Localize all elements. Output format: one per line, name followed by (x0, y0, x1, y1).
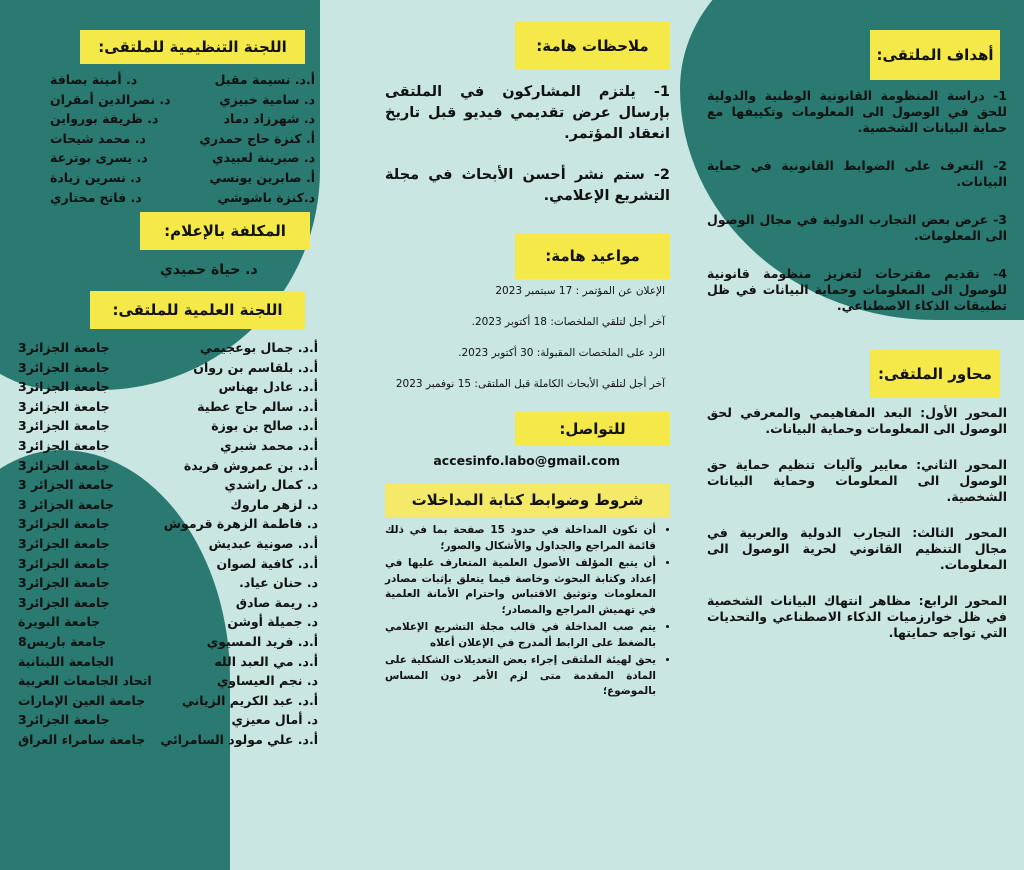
member-name: د. نصرالدين أمقران (50, 91, 171, 107)
member-name: أ.د. نسيمة مقبل (214, 72, 315, 87)
member-university: جامعة الجزائر3 (18, 535, 110, 551)
member-name: أ.د. جمال بوعجيمي (199, 340, 318, 355)
member-name: أ. صابرين يونسي (209, 169, 315, 185)
list-item (18, 612, 318, 632)
list-item (50, 129, 315, 149)
note-item: 2- ستم نشر أحسن الأبحاث في مجلة التشريع الإعلامي. (385, 167, 670, 204)
goal-item: 4- تقديم مقترحات لتعزيز منظومة قانونية للوصول الى المعلومات وحماية البيانات في ظل تطبيقات الذكاء الاصطناعي. (707, 266, 1007, 313)
list-item (18, 495, 318, 515)
axis-item: المحور الأول: البعد المفاهيمي والمعرفي لحق الوصول الى المعلومات وحماية البيانات. (707, 405, 1007, 436)
goal-item: 1- دراسة المنظومة القانونية الوطنية والدولية للحق في الوصول الى المعلومات وتكييفها مع حماية البيانات الشخصية. (707, 88, 1007, 135)
list-item (18, 397, 318, 417)
member-university: جامعة الجزائر3 (18, 418, 110, 434)
member-name: د. يسرى بوترعة (50, 150, 148, 166)
axis-item: المحور الرابع: مظاهر انتهاك البيانات الشخصية في ظل خوارزميات الذكاء الاصطناعي والتحديات التي تواجه حمايتها. (707, 593, 1007, 640)
left-panel (10, 0, 360, 791)
member-name: أ.د. سالم حاج عطية (197, 398, 318, 414)
list-item (18, 416, 318, 436)
org-committee-list (50, 70, 315, 207)
member-name: د. نجم العيساوي (216, 673, 318, 689)
list-item (18, 691, 318, 711)
member-name: د. نسرين زيادة (50, 169, 142, 185)
date-item: الإعلان عن المؤتمر : 17 سبتمبر 2023 (495, 285, 665, 297)
dates-title: مواعيد هامة: (515, 233, 670, 279)
list-item (18, 514, 318, 534)
list-item (18, 632, 318, 652)
note-item: 1- يلتزم المشاركون في الملتقى بإرسال عرض تقديمي فيديو قبل تاريخ انعقاد المؤتمر. (385, 84, 670, 142)
notes-list (385, 82, 670, 207)
member-name: د. صبرينة لعبيدي (212, 150, 315, 166)
member-name: د. فاتح مختاري (50, 189, 142, 205)
member-name: د. أمال معيزي (231, 712, 318, 728)
member-university: جامعة الجزائر 3 (18, 496, 115, 512)
member-name: د. حنان عياد. (239, 575, 318, 591)
member-name: د. فاطمة الزهرة قرموش (163, 516, 318, 532)
axes-list (707, 405, 1007, 641)
goal-item: 2- التعرف على الضوابط القانونية في حماية البيانات. (707, 158, 1007, 189)
rules-title: شروط وضوابط كتابة المداخلات (385, 483, 670, 517)
rule-item: • أن يتبع المؤلف الأصول العلمية المتعارف عليها في إعداد وكتابة البحوث وخاصة فيما يتعلق بإثبات مصادر المعلومات وتوثيق الاقتباس واحترام الأمانة العلمية في تهميش المراجع والمصادر؛ (385, 556, 656, 618)
member-university: الجامعة اللبنانية (18, 653, 114, 669)
member-name: أ.د. علي مولود السامرائي (160, 731, 318, 747)
member-university: جامعة الجزائر3 (18, 359, 110, 375)
list-item (50, 168, 315, 188)
list-item (18, 456, 318, 476)
list-item (18, 377, 318, 397)
axes-title: محاور الملتقى: (870, 350, 1000, 398)
right-panel (700, 0, 1015, 791)
member-name: أ.د. صونية عبديش (208, 535, 318, 551)
member-university: جامعة باريس8 (18, 633, 107, 649)
list-item (18, 475, 318, 495)
member-university: جامعة الجزائر3 (18, 555, 110, 571)
list-item (18, 436, 318, 456)
member-name: د. سامية خبيزي (219, 91, 315, 107)
axis-item: المحور الثالث: التجارب الدولية والعربية في مجال التنظيم القانوني لحرية الوصول الى المعلومات. (707, 525, 1007, 572)
member-name: د. شهرزاد دماد (223, 111, 315, 127)
list-item (18, 573, 318, 593)
list-item (50, 109, 315, 129)
goals-list (707, 88, 1007, 314)
member-university: جامعة الجزائر3 (18, 457, 110, 473)
sci-committee-list (18, 338, 318, 749)
notes-title: ملاحظات هامة: (515, 22, 670, 70)
member-name: أ.د. فريد المسيوي (206, 633, 318, 649)
goals-title: أهداف الملتقى: (870, 30, 1000, 80)
date-item: آخر أجل لتلقي الأبحاث الكاملة قبل الملتقى: 15 نوفمبر 2023 (395, 378, 665, 390)
member-name: أ. كنزة حاج حمدري (199, 130, 315, 146)
member-university: جامعة العين الإمارات (18, 692, 146, 708)
axis-item: المحور الثاني: معايير وآليات تنظيم حماية حق الوصول الى المعلومات وحماية البيانات الشخصية. (707, 457, 1007, 504)
member-university: جامعة الجزائر3 (18, 594, 110, 610)
list-item (18, 652, 318, 672)
member-name: د.كنزة باشوشي (217, 189, 315, 205)
member-university: جامعة الجزائر3 (18, 340, 110, 355)
member-university: جامعة سامراء العراق (18, 731, 146, 747)
list-item (50, 90, 315, 110)
member-name: د. ظريفة بورواين (50, 111, 159, 127)
member-name: أ.د. عبد الكريم الزياني (181, 692, 318, 708)
member-name: د. محمد شيحات (50, 130, 146, 146)
list-item (18, 338, 318, 358)
member-university: اتحاد الجامعات العربية (18, 673, 152, 689)
list-item (18, 358, 318, 378)
list-item (18, 534, 318, 554)
rule-item: • أن تكون المداخلة في حدود 15 صفحة بما في ذلك قائمة المراجع والجداول والأشكال والصور؛ (385, 523, 656, 554)
list-item (18, 710, 318, 730)
member-university: جامعة الجزائر3 (18, 437, 110, 453)
org-committee-title: اللجنة التنظيمية للملتقى: (80, 30, 305, 64)
member-name: د. ريمة صادق (235, 594, 318, 610)
middle-panel (380, 0, 680, 791)
member-name: أ.د. بلقاسم بن روان (193, 359, 318, 375)
date-item: الرد على الملخصات المقبولة: 30 أكتوبر 2023. (458, 347, 665, 359)
member-name: د. جميلة أوشن (227, 614, 318, 630)
member-name: أ.د. مي العبد الله (214, 653, 318, 669)
list-item (18, 554, 318, 574)
dates-list (385, 284, 665, 391)
rules-list (385, 523, 670, 702)
member-university: جامعة الجزائر 3 (18, 477, 115, 493)
sci-committee-title: اللجنة العلمية للملتقى: (90, 291, 305, 329)
member-name: أ.د. عادل بهناس (218, 379, 318, 395)
rule-item: • يتم صب المداخلة في قالب مجلة التشريع الإعلامي بالضغط على الرابط ألمدرج في الإعلان أعلاه (385, 620, 656, 651)
member-university: جامعة الجزائر3 (18, 712, 110, 728)
member-university: جامعة الجزائر3 (18, 516, 110, 532)
list-item (50, 188, 315, 208)
goal-item: 3- عرض بعض التجارب الدولية في مجال الوصول الى المعلومات. (707, 212, 1007, 243)
member-name: د. لزهر ماروك (230, 496, 318, 512)
member-name: د. أمينة بصافة (50, 72, 138, 87)
media-title: المكلفة بالإعلام: (140, 212, 310, 250)
list-item (50, 70, 315, 90)
date-item: آخر أجل لتلقي الملخصات: 18 أكتوبر 2023. (471, 316, 665, 328)
contact-title: للتواصل: (515, 412, 670, 446)
list-item (18, 671, 318, 691)
list-item (18, 593, 318, 613)
contact-email[interactable]: accesinfo.labo@gmail.com (433, 453, 620, 468)
member-university: جامعة الجزائر3 (18, 398, 110, 414)
member-university: جامعة البويرة (18, 614, 101, 630)
member-name: أ.د. كافية لصوان (216, 555, 318, 571)
member-name: أ.د. صالح بن بوزة (211, 418, 318, 434)
member-name: د. كمال راشدي (224, 477, 318, 493)
media-name: د. حياة حميدي (160, 262, 258, 278)
list-item (18, 730, 318, 750)
rule-item: • يحق لهيئة الملتقى إجراء بعض التعديلات الشكلية على المادة المقدمة متى لزم الأمر دون المساس بالموضوع؛ (385, 653, 656, 700)
member-name: أ.د. بن عمروش فريدة (183, 457, 318, 473)
member-university: جامعة الجزائر3 (18, 379, 110, 395)
member-name: أ.د. محمد شبري (220, 437, 318, 453)
list-item (50, 148, 315, 168)
member-university: جامعة الجزائر3 (18, 575, 110, 591)
